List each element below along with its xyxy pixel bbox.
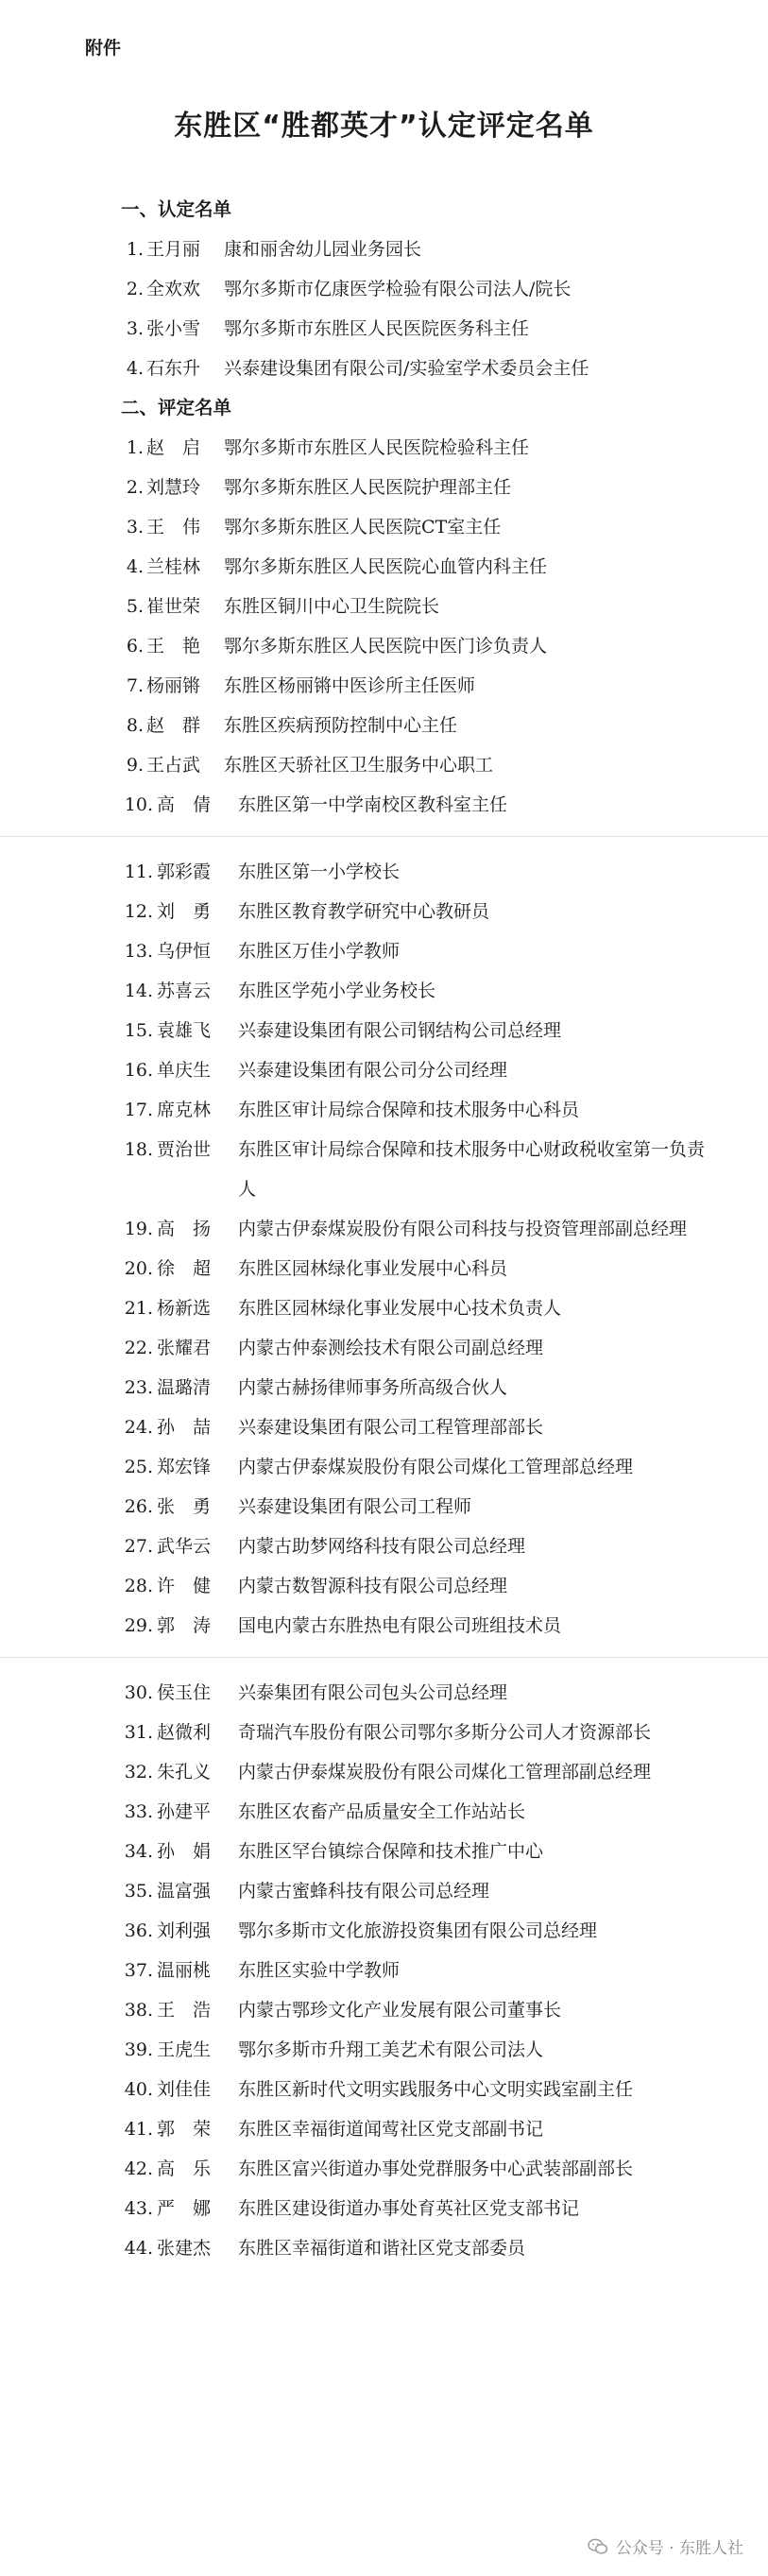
item-number: 17. bbox=[124, 1100, 153, 1120]
person-name: 郭 涛 bbox=[157, 1615, 212, 1636]
list-item bbox=[113, 1752, 708, 1792]
list-item bbox=[113, 892, 708, 931]
item-number: 2. bbox=[126, 477, 144, 498]
list-item bbox=[113, 1249, 708, 1288]
person-name: 朱孔义 bbox=[157, 1762, 212, 1783]
person-name: 张 勇 bbox=[157, 1496, 212, 1517]
person-name: 单庆生 bbox=[157, 1060, 212, 1081]
item-number: 20. bbox=[124, 1258, 153, 1279]
source-label: 公众号 · 东胜人社 bbox=[615, 2539, 743, 2558]
person-name: 许 健 bbox=[157, 1576, 212, 1596]
position-description: 东胜区农畜产品质量安全工作站站长 bbox=[238, 1801, 526, 1822]
person-name: 杨丽锵 bbox=[146, 675, 201, 696]
page-break-divider bbox=[0, 1657, 768, 1658]
position-description: 内蒙古仲泰测绘技术有限公司副总经理 bbox=[238, 1338, 544, 1358]
person-name: 杨新选 bbox=[157, 1298, 212, 1319]
list-item bbox=[113, 2149, 708, 2189]
person-name: 高 倩 bbox=[157, 794, 212, 815]
person-name: 侯玉住 bbox=[157, 1682, 212, 1703]
person-name: 郭 荣 bbox=[157, 2119, 212, 2140]
list-item bbox=[113, 309, 708, 349]
list-item bbox=[113, 1328, 708, 1368]
position-description: 东胜区杨丽锵中医诊所主任医师 bbox=[224, 675, 476, 696]
list-item bbox=[113, 1606, 708, 1646]
list-item bbox=[113, 1911, 708, 1951]
list-item bbox=[113, 1673, 708, 1713]
position-description: 东胜区疾病预防控制中心主任 bbox=[224, 715, 458, 736]
list-item bbox=[113, 428, 708, 468]
position-description: 兴泰集团有限公司包头公司总经理 bbox=[238, 1682, 508, 1703]
item-number: 25. bbox=[124, 1457, 153, 1477]
person-name: 孙建平 bbox=[157, 1801, 212, 1822]
list-item bbox=[113, 468, 708, 507]
person-name: 孙 娟 bbox=[157, 1841, 212, 1862]
section-heading: 二、评定名单 bbox=[121, 397, 232, 418]
item-number: 36. bbox=[124, 1920, 153, 1941]
person-name: 孙 喆 bbox=[157, 1417, 212, 1438]
item-number: 44. bbox=[124, 2238, 153, 2259]
person-name: 温丽桃 bbox=[157, 1960, 212, 1981]
person-name: 袁雄飞 bbox=[157, 1020, 212, 1041]
position-description: 兴泰建设集团有限公司分公司经理 bbox=[238, 1060, 508, 1081]
list-item bbox=[113, 931, 708, 971]
list-item bbox=[113, 1871, 708, 1911]
position-description: 奇瑞汽车股份有限公司鄂尔多斯分公司人才资源部长 bbox=[238, 1722, 652, 1743]
person-name: 严 娜 bbox=[157, 2198, 212, 2219]
page-break-divider bbox=[0, 836, 768, 837]
position-description: 东胜区教育教学研究中心教研员 bbox=[238, 901, 490, 922]
position-description: 东胜区园林绿化事业发展中心科员 bbox=[238, 1258, 508, 1279]
item-number: 8. bbox=[126, 715, 144, 736]
list-item bbox=[113, 1990, 708, 2030]
person-name: 贾治世 bbox=[157, 1139, 212, 1160]
item-number: 10. bbox=[124, 794, 153, 815]
list-item bbox=[113, 1130, 708, 1209]
position-description: 内蒙古蜜蜂科技有限公司总经理 bbox=[238, 1881, 490, 1902]
position-description: 内蒙古伊泰煤炭股份有限公司科技与投资管理部副总经理 bbox=[238, 1219, 688, 1239]
position-description: 康和丽舍幼儿园业务园长 bbox=[224, 239, 422, 260]
list-item bbox=[113, 2070, 708, 2109]
list-item bbox=[113, 2189, 708, 2228]
position-description: 东胜区学苑小学业务校长 bbox=[238, 981, 436, 1001]
item-number: 16. bbox=[124, 1060, 153, 1081]
list-item bbox=[113, 1209, 708, 1249]
position-description: 东胜区审计局综合保障和技术服务中心科员 bbox=[238, 1100, 580, 1120]
item-number: 11. bbox=[124, 862, 153, 882]
item-number: 4. bbox=[126, 556, 144, 577]
item-number: 6. bbox=[126, 636, 144, 657]
item-number: 19. bbox=[124, 1219, 153, 1239]
person-name: 高 乐 bbox=[157, 2158, 212, 2179]
item-number: 21. bbox=[124, 1298, 153, 1319]
position-description: 东胜区建设街道办事处育英社区党支部书记 bbox=[238, 2198, 580, 2219]
list-item bbox=[113, 2030, 708, 2070]
document-title: 东胜区“胜都英才”认定评定名单 bbox=[174, 110, 594, 143]
person-name: 兰桂林 bbox=[146, 556, 201, 577]
person-name: 高 扬 bbox=[157, 1219, 212, 1239]
position-description: 内蒙古伊泰煤炭股份有限公司煤化工管理部副总经理 bbox=[238, 1762, 652, 1783]
person-name: 苏喜云 bbox=[157, 981, 212, 1001]
item-number: 5. bbox=[126, 596, 144, 617]
item-number: 28. bbox=[124, 1576, 153, 1596]
item-number: 24. bbox=[124, 1417, 153, 1438]
position-description: 东胜区审计局综合保障和技术服务中心财政税收室第一负责人 bbox=[238, 1139, 706, 1200]
position-description: 内蒙古助梦网络科技有限公司总经理 bbox=[238, 1536, 526, 1557]
person-name: 赵 群 bbox=[146, 715, 201, 736]
person-name: 刘利强 bbox=[157, 1920, 212, 1941]
person-name: 张耀君 bbox=[157, 1338, 212, 1358]
position-description: 东胜区幸福街道闻莺社区党支部副书记 bbox=[238, 2119, 544, 2140]
list-item bbox=[113, 1090, 708, 1130]
position-description: 鄂尔多斯东胜区人民医院中医门诊负责人 bbox=[224, 636, 548, 657]
item-number: 35. bbox=[124, 1881, 153, 1902]
list-item bbox=[113, 1566, 708, 1606]
list-item bbox=[113, 706, 708, 745]
person-name: 赵 启 bbox=[146, 437, 201, 458]
list-item bbox=[113, 1407, 708, 1447]
list-item bbox=[113, 1288, 708, 1328]
list-item bbox=[113, 1011, 708, 1050]
position-description: 兴泰建设集团有限公司工程管理部部长 bbox=[238, 1417, 544, 1438]
item-number: 1. bbox=[126, 239, 144, 260]
position-description: 兴泰建设集团有限公司/实验室学术委员会主任 bbox=[224, 358, 589, 379]
item-number: 1. bbox=[126, 437, 144, 458]
list-item bbox=[113, 971, 708, 1011]
position-description: 鄂尔多斯市升翔工美艺术有限公司法人 bbox=[238, 2039, 544, 2060]
item-number: 15. bbox=[124, 1020, 153, 1041]
section-heading: 一、认定名单 bbox=[121, 198, 232, 220]
person-name: 崔世荣 bbox=[146, 596, 201, 617]
item-number: 42. bbox=[124, 2158, 153, 2179]
position-description: 东胜区第一小学校长 bbox=[238, 862, 401, 882]
list-item bbox=[113, 1951, 708, 1990]
attachment-label: 附件 bbox=[85, 38, 122, 59]
list-item bbox=[113, 349, 708, 388]
person-name: 乌伊恒 bbox=[157, 941, 212, 962]
person-name: 王占武 bbox=[146, 755, 201, 776]
list-item bbox=[113, 852, 708, 892]
position-description: 东胜区实验中学教师 bbox=[238, 1960, 401, 1981]
position-description: 东胜区铜川中心卫生院院长 bbox=[224, 596, 440, 617]
person-name: 王 浩 bbox=[157, 2000, 212, 2021]
list-item bbox=[113, 269, 708, 309]
person-name: 全欢欢 bbox=[146, 279, 201, 299]
position-description: 鄂尔多斯市东胜区人民医院检验科主任 bbox=[224, 437, 530, 458]
list-item bbox=[113, 1527, 708, 1566]
person-name: 王虎生 bbox=[157, 2039, 212, 2060]
item-number: 40. bbox=[124, 2079, 153, 2100]
list-item bbox=[113, 745, 708, 785]
item-number: 23. bbox=[124, 1377, 153, 1398]
person-name: 席克林 bbox=[157, 1100, 212, 1120]
item-number: 22. bbox=[124, 1338, 153, 1358]
item-number: 32. bbox=[124, 1762, 153, 1783]
list-item bbox=[113, 1447, 708, 1487]
list-item bbox=[113, 1792, 708, 1832]
list-item bbox=[113, 230, 708, 269]
person-name: 温璐清 bbox=[157, 1377, 212, 1398]
item-number: 9. bbox=[126, 755, 144, 776]
person-name: 张小雪 bbox=[146, 318, 201, 339]
list-item bbox=[113, 666, 708, 706]
wechat-icon bbox=[588, 2538, 608, 2555]
item-number: 29. bbox=[124, 1615, 153, 1636]
list-item bbox=[113, 2109, 708, 2149]
item-number: 43. bbox=[124, 2198, 153, 2219]
person-name: 石东升 bbox=[146, 358, 201, 379]
position-description: 东胜区新时代文明实践服务中心文明实践室副主任 bbox=[238, 2079, 634, 2100]
position-description: 东胜区园林绿化事业发展中心技术负责人 bbox=[238, 1298, 562, 1319]
person-name: 徐 超 bbox=[157, 1258, 212, 1279]
list-item bbox=[113, 626, 708, 666]
person-name: 刘 勇 bbox=[157, 901, 212, 922]
list-item bbox=[113, 1368, 708, 1407]
position-description: 东胜区幸福街道和谐社区党支部委员 bbox=[238, 2238, 526, 2259]
list-item bbox=[113, 785, 708, 825]
item-number: 34. bbox=[124, 1841, 153, 1862]
position-description: 鄂尔多斯市亿康医学检验有限公司法人/院长 bbox=[224, 279, 572, 299]
item-number: 14. bbox=[124, 981, 153, 1001]
item-number: 33. bbox=[124, 1801, 153, 1822]
position-description: 内蒙古数智源科技有限公司总经理 bbox=[238, 1576, 508, 1596]
item-number: 12. bbox=[124, 901, 153, 922]
position-description: 东胜区万佳小学教师 bbox=[238, 941, 401, 962]
item-number: 26. bbox=[124, 1496, 153, 1517]
list-item bbox=[113, 1832, 708, 1871]
position-description: 东胜区罕台镇综合保障和技术推广中心 bbox=[238, 1841, 544, 1862]
position-description: 东胜区第一中学南校区教科室主任 bbox=[238, 794, 508, 815]
item-number: 7. bbox=[126, 675, 144, 696]
item-number: 38. bbox=[124, 2000, 153, 2021]
list-item bbox=[113, 1050, 708, 1090]
position-description: 内蒙古赫扬律师事务所高级合伙人 bbox=[238, 1377, 508, 1398]
item-number: 2. bbox=[126, 279, 144, 299]
list-item bbox=[113, 1713, 708, 1752]
position-description: 鄂尔多斯市东胜区人民医院医务科主任 bbox=[224, 318, 530, 339]
position-description: 国电内蒙古东胜热电有限公司班组技术员 bbox=[238, 1615, 562, 1636]
person-name: 温富强 bbox=[157, 1881, 212, 1902]
item-number: 13. bbox=[124, 941, 153, 962]
item-number: 30. bbox=[124, 1682, 153, 1703]
item-number: 37. bbox=[124, 1960, 153, 1981]
person-name: 武华云 bbox=[157, 1536, 212, 1557]
position-description: 东胜区天骄社区卫生服务中心职工 bbox=[224, 755, 494, 776]
item-number: 18. bbox=[124, 1139, 153, 1160]
item-number: 31. bbox=[124, 1722, 153, 1743]
person-name: 刘佳佳 bbox=[157, 2079, 212, 2100]
list-item bbox=[113, 547, 708, 587]
item-number: 3. bbox=[126, 318, 144, 339]
item-number: 4. bbox=[126, 358, 144, 379]
position-description: 兴泰建设集团有限公司钢结构公司总经理 bbox=[238, 1020, 562, 1041]
position-description: 鄂尔多斯东胜区人民医院心血管内科主任 bbox=[224, 556, 548, 577]
position-description: 兴泰建设集团有限公司工程师 bbox=[238, 1496, 472, 1517]
person-name: 王 伟 bbox=[146, 517, 201, 537]
person-name: 郭彩霞 bbox=[157, 862, 212, 882]
list-item bbox=[113, 587, 708, 626]
position-description: 鄂尔多斯市文化旅游投资集团有限公司总经理 bbox=[238, 1920, 598, 1941]
item-number: 39. bbox=[124, 2039, 153, 2060]
position-description: 鄂尔多斯东胜区人民医院护理部主任 bbox=[224, 477, 512, 498]
source-watermark bbox=[588, 2534, 743, 2558]
list-item bbox=[113, 507, 708, 547]
person-name: 王 艳 bbox=[146, 636, 201, 657]
item-number: 3. bbox=[126, 517, 144, 537]
list-item bbox=[113, 2228, 708, 2268]
position-description: 内蒙古伊泰煤炭股份有限公司煤化工管理部总经理 bbox=[238, 1457, 634, 1477]
position-description: 东胜区富兴街道办事处党群服务中心武装部副部长 bbox=[238, 2158, 634, 2179]
name-list bbox=[113, 190, 708, 2268]
position-description: 鄂尔多斯东胜区人民医院CT室主任 bbox=[224, 517, 502, 537]
person-name: 郑宏锋 bbox=[157, 1457, 212, 1477]
item-number: 41. bbox=[124, 2119, 153, 2140]
item-number: 27. bbox=[124, 1536, 153, 1557]
position-description: 内蒙古鄂珍文化产业发展有限公司董事长 bbox=[238, 2000, 562, 2021]
person-name: 赵微利 bbox=[157, 1722, 212, 1743]
person-name: 张建杰 bbox=[157, 2238, 212, 2259]
person-name: 刘慧玲 bbox=[146, 477, 201, 498]
person-name: 王月丽 bbox=[146, 239, 201, 260]
list-item bbox=[113, 1487, 708, 1527]
